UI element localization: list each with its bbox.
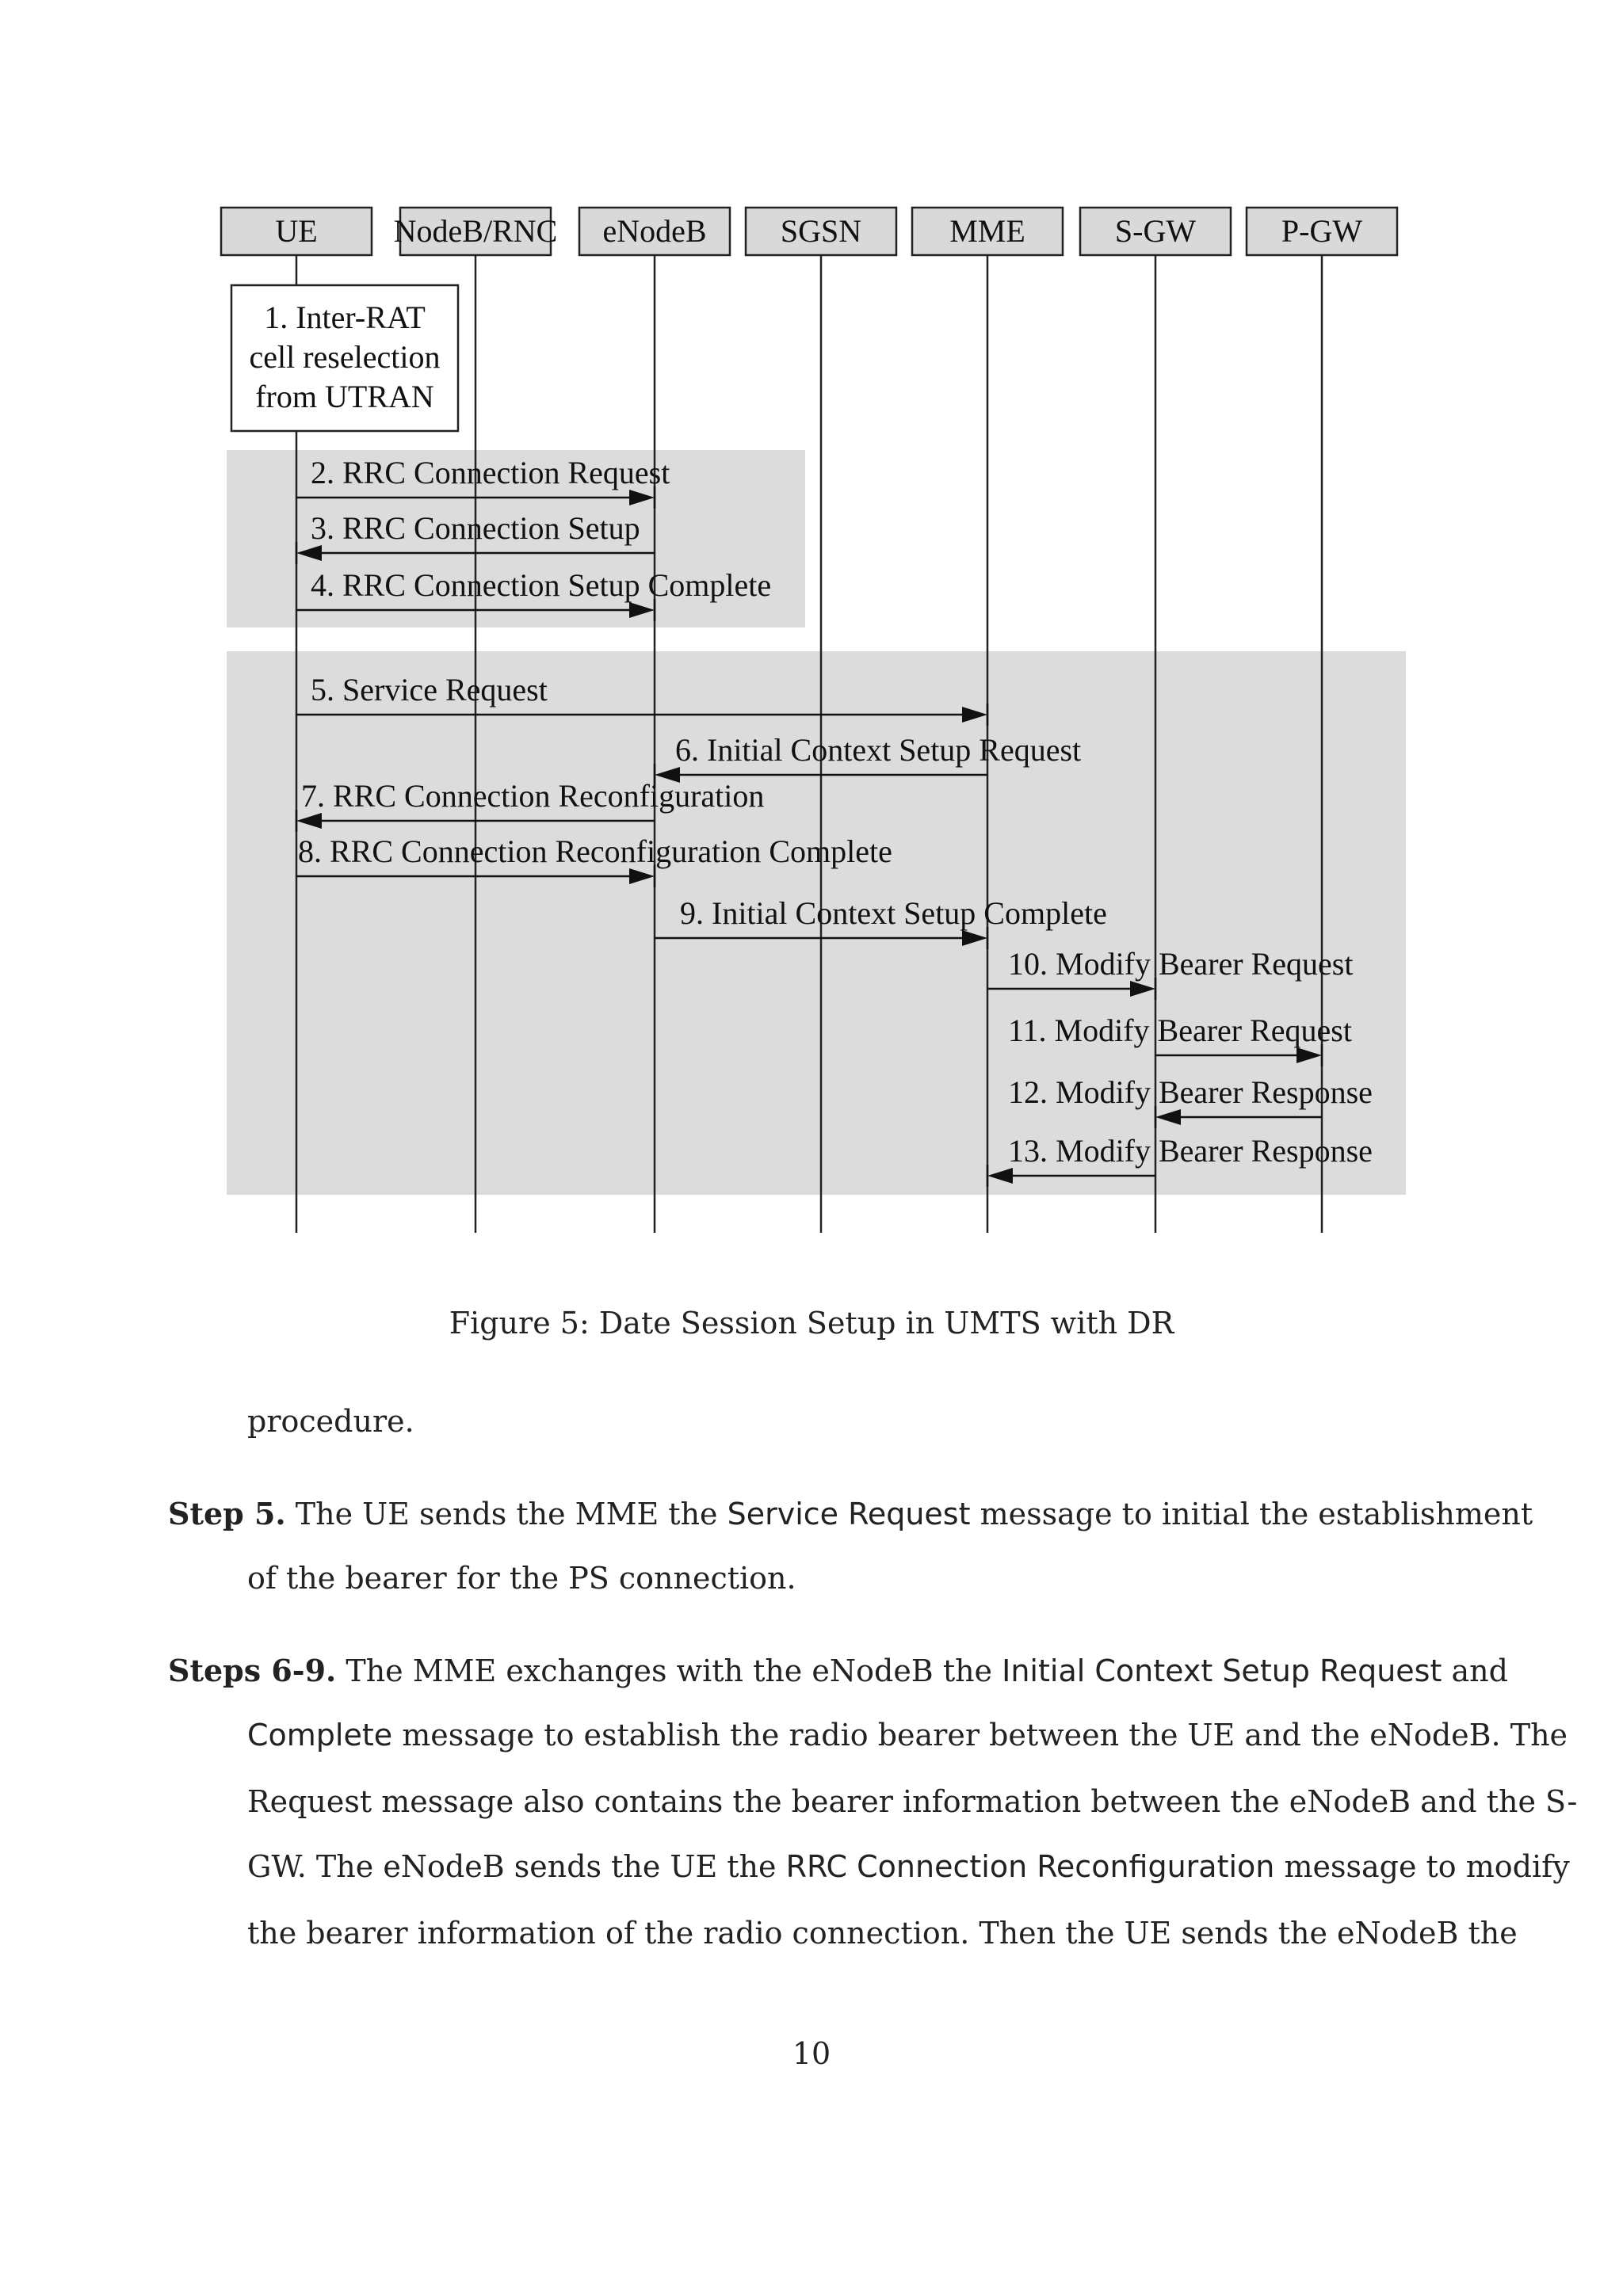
paragraph-steps69-line2: Complete message to establish the radio bearer between the UE and the eNodeB. The <box>247 1718 1568 1753</box>
entity-label-p-gw: P-GW <box>1281 213 1363 249</box>
message-label: 6. Initial Context Setup Request <box>675 732 1082 768</box>
page-number: 10 <box>792 2036 831 2071</box>
message-label: 7. RRC Connection Reconfiguration <box>301 778 765 814</box>
entity-label-sgsn: SGSN <box>780 213 862 249</box>
paragraph-steps69-line1: Steps 6-9. The MME exchanges with the eNodeB the Initial Context Setup Request and <box>168 1653 1508 1688</box>
message-name: RRC Connection Reconfiguration <box>785 1849 1275 1884</box>
message-label: 3. RRC Connection Setup <box>311 510 640 546</box>
message-label: 4. RRC Connection Setup Complete <box>311 567 772 603</box>
entity-label-ue: UE <box>275 213 318 249</box>
entity-label-s-gw: S-GW <box>1114 213 1197 249</box>
message-name: Initial Context Setup Request <box>1002 1653 1442 1688</box>
paragraph-steps69-line5: the bearer information of the radio connection. Then the UE sends the eNodeB the <box>247 1916 1518 1951</box>
message-label: 8. RRC Connection Reconfiguration Complete <box>298 833 892 869</box>
paragraph-step5-line1: Step 5. The UE sends the MME the Service Request message to initial the establishment <box>168 1496 1533 1531</box>
message-label: 2. RRC Connection Request <box>311 455 670 490</box>
step1-line: cell reselection <box>249 339 441 375</box>
paragraph-step5-line2: of the bearer for the PS connection. <box>247 1561 796 1596</box>
paragraph-steps69-line4: GW. The eNodeB sends the UE the RRC Connection Reconfiguration message to modify <box>247 1849 1570 1884</box>
message-label: 9. Initial Context Setup Complete <box>680 895 1107 931</box>
entity-label-enodeb: eNodeB <box>602 213 707 249</box>
message-label: 11. Modify Bearer Request <box>1008 1013 1352 1048</box>
figure-caption: Figure 5: Date Session Setup in UMTS with DR <box>449 1306 1174 1341</box>
paragraph-continuation: procedure. <box>247 1404 414 1439</box>
message-name: Service Request <box>727 1497 971 1531</box>
message-label: 10. Modify Bearer Request <box>1008 946 1354 982</box>
entity-label-nodeb-rnc: NodeB/RNC <box>393 213 558 249</box>
entity-label-mme: MME <box>949 213 1025 249</box>
paragraph-steps69-line3: Request message also contains the bearer information between the eNodeB and the S- <box>247 1784 1578 1819</box>
message-label: 13. Modify Bearer Response <box>1008 1133 1373 1169</box>
step1-line: 1. Inter-RAT <box>264 299 426 335</box>
message-label: 5. Service Request <box>311 672 548 707</box>
message-label: 12. Modify Bearer Response <box>1008 1074 1373 1110</box>
step1-line: from UTRAN <box>255 379 434 414</box>
message-name: Complete <box>247 1718 393 1753</box>
